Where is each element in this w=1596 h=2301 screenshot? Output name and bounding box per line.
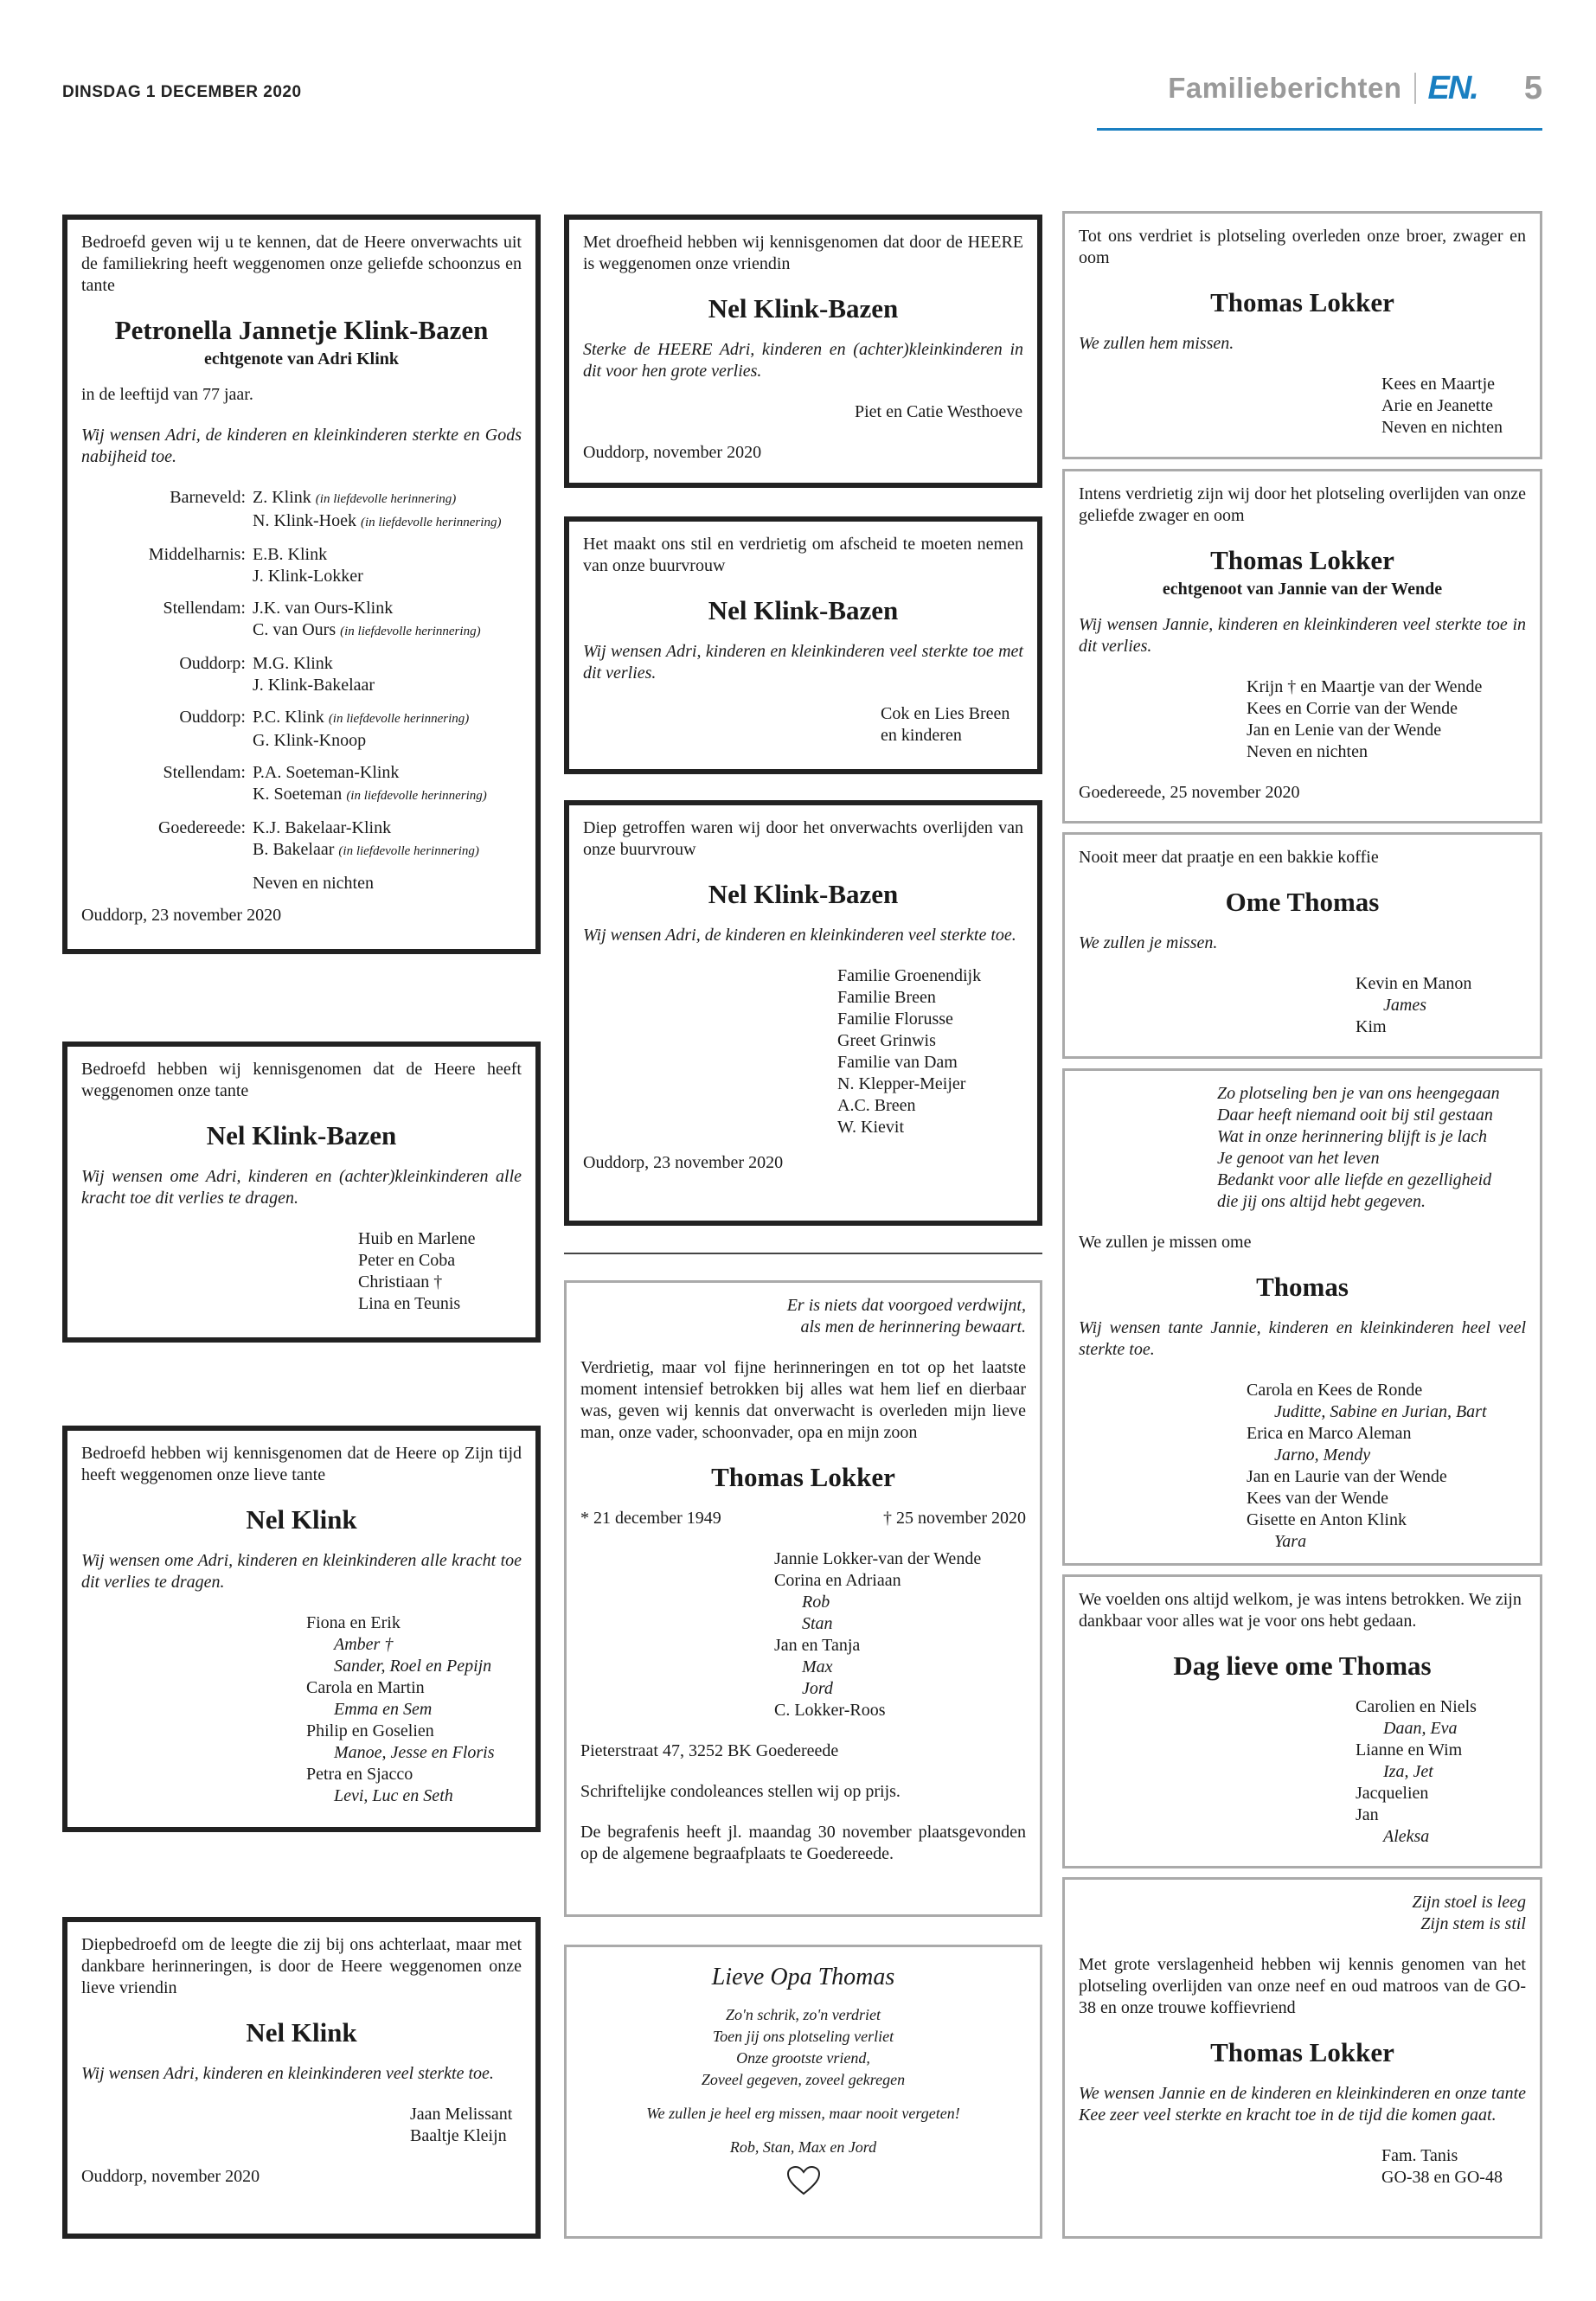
ad-intro: Het maakt ons stil en verdrietig om afscheid te moeten nemen van onze buurvrouw: [583, 535, 1023, 575]
ad-footer: Ouddorp, november 2020: [81, 2167, 260, 2186]
ad-wish: Sterke de HEERE Adri, kinderen en (achter)kleinkinderen in dit voor hen grote verlies.: [583, 340, 1023, 381]
ad-footer: Ouddorp, november 2020: [583, 443, 762, 462]
relative-name: N. Klink-Hoek: [253, 511, 356, 530]
ad-intro: We zullen je missen ome: [1079, 1233, 1252, 1252]
ad-intro: Intens verdrietig zijn wij door het plotseling overlijden van onze geliefde zwager en oom: [1079, 484, 1526, 525]
relative-group: [253, 598, 522, 643]
opening-poem: [580, 1295, 1026, 1338]
signer: Familie Florusse: [837, 1009, 953, 1029]
ad-intro: Bedroefd geven wij u te kennen, dat de Heere onverwachts uit de familiekring heeft weggenomen onze geliefde schoonzus en tante: [81, 233, 522, 295]
family-member: Jannie Lokker-van der Wende: [774, 1549, 982, 1568]
signer: Erica en Marco Aleman: [1247, 1424, 1412, 1443]
ad-wish: Wij wensen Jannie, kinderen en kleinkinderen veel sterkte toe in dit verlies.: [1079, 615, 1526, 656]
relative-group: [253, 544, 522, 587]
signer: Daan, Eva: [1383, 1719, 1458, 1738]
signer: Jan: [1356, 1805, 1379, 1824]
ad-wish: Wij wensen ome Adri, kinderen en kleinkinderen alle kracht toe dit verlies te dragen.: [81, 1551, 522, 1592]
signer: Gisette en Anton Klink: [1247, 1510, 1407, 1529]
deceased-name: Nel Klink-Bazen: [708, 595, 899, 625]
deceased-age: in de leeftijd van 77 jaar.: [81, 385, 253, 404]
poem-line: Er is niets dat voorgoed verdwijnt,: [786, 1296, 1026, 1315]
deceased-subtitle: echtgenote van Adri Klink: [203, 349, 399, 369]
deceased-name: Ome Thomas: [1225, 887, 1380, 917]
relative-name: C. van Ours: [253, 620, 337, 639]
signers: [306, 1612, 522, 1807]
ad-intro: Met droefheid hebben wij kennisgenomen dat door de HEERE is weggenomen onze vriendin: [583, 233, 1023, 273]
signer: Emma en Sem: [334, 1700, 433, 1719]
relative-note: (in liefdevolle herinnering): [340, 625, 481, 638]
relative-name: J.K. van Ours-Klink: [253, 599, 394, 618]
signer: Juditte, Sabine en Jurian, Bart: [1274, 1402, 1487, 1421]
signer: Petra en Sjacco: [306, 1765, 413, 1784]
signer: Peter en Coba: [358, 1251, 456, 1270]
signer: Jan en Laurie van der Wende: [1247, 1467, 1447, 1486]
relative-group: [253, 487, 522, 534]
column-divider: [564, 1253, 1042, 1254]
signer: A.C. Breen: [837, 1096, 916, 1115]
signer: Christiaan †: [358, 1272, 443, 1292]
signer: Iza, Jet: [1383, 1762, 1433, 1781]
relative-note: (in liefdevolle herinnering): [315, 492, 457, 506]
signer: Arie en Jeanette: [1381, 396, 1493, 415]
page-date: DINSDAG 1 DECEMBER 2020: [62, 83, 302, 101]
signer: Greet Grinwis: [837, 1031, 936, 1050]
ad-intro: Met grote verslagenheid hebben wij kennis genomen van het plotseling overlijden van onze neef en oud matroos van de GO-38 en onze trouwe koffievriend: [1079, 1955, 1526, 2017]
signer: Kees en Corrie van der Wende: [1247, 699, 1458, 718]
relative-name: K.J. Bakelaar-Klink: [253, 818, 392, 837]
signer: W. Kievit: [837, 1118, 905, 1137]
poem-line: als men de herinnering bewaart.: [800, 1317, 1026, 1336]
address: Pieterstraat 47, 3252 BK Goedereede: [580, 1741, 839, 1760]
ad-intro: Bedroefd hebben wij kennisgenomen dat de Heere heeft weggenomen onze tante: [81, 1060, 522, 1100]
ad-intro: Diepbedroefd om de leegte die zij bij ons achterlaat, maar met dankbare herinneringen, is door de Heere weggenomen onze lieve vriendin: [81, 1935, 522, 1997]
family-list: [774, 1548, 1026, 1721]
relative-place: Ouddorp:: [179, 708, 246, 727]
ad-footer: Goedereede, 25 november 2020: [1079, 783, 1300, 802]
signer: Kevin en Manon: [1356, 974, 1472, 993]
family-member: Jan en Tanja: [774, 1636, 861, 1655]
farewell-dag-lieve-ome-thomas: [1062, 1574, 1542, 1868]
signer: N. Klepper-Meijer: [837, 1074, 966, 1093]
farewell-title: Dag lieve ome Thomas: [1173, 1650, 1432, 1681]
family-member: Stan: [802, 1614, 833, 1633]
signer: Neven en nichten: [1381, 418, 1503, 437]
signer: Carola en Martin: [306, 1678, 425, 1697]
relative-note: (in liefdevolle herinnering): [346, 789, 487, 803]
signer: Neven en nichten: [1247, 742, 1368, 761]
obituary-ome-thomas: [1062, 832, 1542, 1059]
relative-name: B. Bakelaar: [253, 840, 335, 859]
relatives-list: [81, 487, 522, 894]
signer: Carola en Kees de Ronde: [1247, 1381, 1423, 1400]
ad-wish: We zullen je missen.: [1079, 933, 1218, 952]
relative-name: Z. Klink: [253, 488, 311, 507]
relative-name: E.B. Klink: [253, 545, 328, 564]
signer: Familie Groenendijk: [837, 966, 982, 985]
relative-note: (in liefdevolle herinnering): [360, 516, 502, 529]
signers: [358, 1228, 522, 1315]
signers: [1356, 973, 1526, 1038]
obituary-thomas-lokker-tanis: [1062, 1877, 1542, 2239]
signer: Manoe, Jesse en Floris: [334, 1743, 495, 1762]
ad-wish: We wensen Jannie en de kinderen en kleinkinderen en onze tante Kee zeer veel sterkte en kracht toe in de tijd die komen gaat.: [1079, 2084, 1526, 2125]
ad-intro: Diep getroffen waren wij door het onverwachts overlijden van onze buurvrouw: [583, 818, 1023, 859]
signer: Philip en Goselien: [306, 1721, 434, 1740]
poem-line: Zijn stem is stil: [1420, 1914, 1526, 1933]
poem-line: Toen jij ons plotseling verliet: [712, 2028, 894, 2045]
deceased-subtitle: echtgenoot van Jannie van der Wende: [1162, 580, 1443, 599]
relative-note: (in liefdevolle herinnering): [328, 712, 470, 726]
signer: Piet en Catie Westhoeve: [855, 402, 1023, 421]
relative-group: [253, 762, 522, 807]
relative-name: K. Soeteman: [253, 785, 343, 804]
signers: [410, 2104, 522, 2147]
poem-line: Daar heeft niemand ooit bij stil gestaan: [1217, 1106, 1493, 1125]
relative-place: Stellendam:: [163, 763, 246, 782]
condolence-note: Schriftelijke condoleances stellen wij op prijs.: [580, 1782, 901, 1801]
memorial-poem: [580, 2004, 1026, 2091]
signers: [1381, 374, 1526, 439]
relative-name: P.C. Klink: [253, 708, 324, 727]
ad-intro: We voelden ons altijd welkom, je was intens betrokken. We zijn dankbaar voor alles wat je voor ons hebt gedaan.: [1079, 1590, 1522, 1631]
poem-line: Zo'n schrik, zo'n verdriet: [725, 2006, 881, 2023]
signer: Levi, Luc en Seth: [334, 1786, 453, 1805]
poem-line: Je genoot van het leven: [1217, 1149, 1380, 1168]
family-member: Max: [802, 1657, 833, 1676]
signer: Carolien en Niels: [1356, 1697, 1477, 1716]
ad-footer: Ouddorp, 23 november 2020: [81, 906, 282, 925]
obituary-thomas-lokker-family: [564, 1280, 1042, 1917]
deceased-name: Thomas Lokker: [1210, 2037, 1394, 2067]
signer: Krijn † en Maartje van der Wende: [1247, 677, 1483, 696]
signer: Fam. Tanis: [1381, 2146, 1458, 2165]
relative-place: Goedereede:: [157, 818, 246, 837]
ad-wish: Wij wensen ome Adri, kinderen en (achter)kleinkinderen alle kracht toe dit verlies te dragen.: [81, 1167, 522, 1208]
signers: [881, 703, 1023, 747]
poem-line: Onze grootste vriend,: [736, 2049, 870, 2067]
signer: Amber †: [334, 1635, 394, 1654]
relative-name: J. Klink-Bakelaar: [253, 676, 375, 695]
ad-wish: Wij wensen Adri, de kinderen en kleinkinderen veel sterkte toe.: [583, 926, 1016, 945]
signer: Familie Breen: [837, 988, 936, 1007]
signer: Kees en Maartje: [1381, 375, 1496, 394]
signer: Huib en Marlene: [358, 1229, 476, 1248]
deceased-name: Thomas: [1256, 1272, 1349, 1302]
deceased-name: Nel Klink-Bazen: [708, 293, 899, 324]
relative-place: Barneveld:: [170, 488, 246, 507]
ad-intro: Verdrietig, maar vol fijne herinneringen en tot op het laatste moment intensief betrokken bij alles wat hem lief en dierbaar was, geven wij kennis dat onverwacht is overleden mijn lieve man, onze vader, schoonvader, opa en mijn zoon: [580, 1358, 1026, 1442]
family-member: Corina en Adriaan: [774, 1571, 901, 1590]
signers: [837, 965, 1023, 1138]
signer: Jacquelien: [1356, 1784, 1429, 1803]
heart-icon: [786, 2165, 821, 2196]
signer: Familie van Dam: [837, 1053, 958, 1072]
life-dates: [580, 1508, 1026, 1529]
deceased-name: Thomas Lokker: [1210, 545, 1394, 575]
deceased-name: Nel Klink: [246, 2017, 357, 2048]
ad-wish: Wij wensen Adri, kinderen en kleinkinderen veel sterkte toe met dit verlies.: [583, 642, 1023, 683]
relative-name: M.G. Klink: [253, 654, 333, 673]
poem-line: Wat in onze herinnering blijft is je lach: [1217, 1127, 1488, 1146]
obituary-nel-klink-bazen-breen: [564, 516, 1042, 774]
signer: Lina en Teunis: [358, 1294, 461, 1313]
signer: en kinderen: [881, 726, 962, 745]
ad-intro: Bedroefd hebben wij kennisgenomen dat de Heere op Zijn tijd heeft weggenomen onze lieve tante: [81, 1444, 522, 1484]
signer: Jaan Melissant: [410, 2105, 513, 2124]
family-member: Rob: [802, 1593, 830, 1612]
deceased-name: Petronella Jannetje Klink-Bazen: [114, 315, 489, 345]
header-accent-line: [1097, 128, 1542, 131]
poem-line: Zo plotseling ben je van ons heengegaan: [1217, 1084, 1500, 1103]
memorial-title: Lieve Opa Thomas: [711, 1964, 895, 1990]
poem-line: Zoveel gegeven, zoveel gekregen: [701, 2071, 906, 2088]
relative-note: (in liefdevolle herinnering): [338, 844, 479, 858]
relative-group: [253, 817, 522, 862]
poem-line: Zijn stoel is leeg: [1412, 1893, 1526, 1912]
signer: Fiona en Erik: [306, 1613, 401, 1632]
birth-date: * 21 december 1949: [580, 1509, 721, 1528]
signers: [1356, 1696, 1526, 1848]
signer: Cok en Lies Breen: [881, 704, 1010, 723]
poem-line: die jij ons altijd hebt gegeven.: [1217, 1192, 1426, 1211]
relative-place: Ouddorp:: [179, 654, 246, 673]
relative-place: Stellendam:: [163, 599, 246, 618]
signer: James: [1383, 996, 1426, 1015]
deceased-name: Thomas Lokker: [1210, 287, 1394, 317]
signer: Kim: [1356, 1017, 1387, 1036]
obituary-nel-klink-bazen-neighbours: [564, 800, 1042, 1226]
ad-intro: Nooit meer dat praatje en een bakkie koffie: [1079, 848, 1379, 867]
header-divider: [1414, 73, 1416, 104]
signers: [1247, 1380, 1526, 1553]
obituary-nel-klink-friends: [62, 1917, 541, 2239]
ad-wish: Wij wensen tante Jannie, kinderen en kleinkinderen heel veel sterkte toe.: [1079, 1318, 1526, 1359]
signer: Yara: [1274, 1532, 1307, 1551]
funeral-note: De begrafenis heeft jl. maandag 30 november plaatsgevonden op de algemene begraafplaats te Goedereede.: [580, 1823, 1026, 1863]
obituary-petronella-klink-bazen: [62, 215, 541, 954]
relative-name: P.A. Soeteman-Klink: [253, 763, 400, 782]
signer: Sander, Roel en Pepijn: [334, 1657, 492, 1676]
poem-line: Bedankt voor alle liefde en gezelligheid: [1217, 1170, 1492, 1189]
relative-group: [253, 653, 522, 696]
deceased-name: Nel Klink: [246, 1504, 357, 1535]
signer: Lianne en Wim: [1356, 1740, 1463, 1759]
obituary-thomas-lokker-siblings: [1062, 211, 1542, 459]
signers: [1247, 676, 1526, 763]
relative-name: J. Klink-Lokker: [253, 567, 363, 586]
ad-wish: Wij wensen Adri, de kinderen en kleinkinderen sterkte en Gods nabijheid toe.: [81, 426, 522, 466]
signer: GO-38 en GO-48: [1381, 2168, 1503, 2187]
ad-footer: Ouddorp, 23 november 2020: [583, 1153, 784, 1172]
section-title: Familieberichten: [1168, 72, 1402, 104]
nephews-line: Neven en nichten: [253, 874, 374, 893]
obituary-thomas-nieces: [1062, 1068, 1542, 1566]
ad-intro: Tot ons verdriet is plotseling overleden onze broer, zwager en oom: [1079, 227, 1526, 267]
signer: Aleksa: [1383, 1827, 1430, 1846]
newspaper-logo: EN.: [1427, 69, 1477, 106]
page-number: 5: [1523, 69, 1542, 106]
signer: Jan en Lenie van der Wende: [1247, 721, 1442, 740]
opening-poem: [1217, 1083, 1526, 1213]
obituary-thomas-lokker-in-laws: [1062, 469, 1542, 824]
family-member: C. Lokker-Roos: [774, 1701, 886, 1720]
ad-wish: Wij wensen Adri, kinderen en kleinkinderen veel sterkte toe.: [81, 2064, 494, 2083]
deceased-name: Nel Klink-Bazen: [708, 879, 899, 909]
memorial-lieve-opa-thomas: [564, 1945, 1042, 2239]
family-member: Jord: [802, 1679, 833, 1698]
memorial-closing: We zullen je heel erg missen, maar nooit vergeten!: [646, 2105, 960, 2122]
relative-name: G. Klink-Knoop: [253, 731, 367, 750]
signer: Kees van der Wende: [1247, 1489, 1389, 1508]
signers: [855, 401, 1023, 423]
page-header: [1168, 67, 1542, 109]
signer: Baaltje Kleijn: [410, 2126, 507, 2145]
death-date: † 25 november 2020: [883, 1509, 1026, 1528]
obituary-nel-klink-family: [62, 1426, 541, 1832]
memorial-signers: Rob, Stan, Max en Jord: [729, 2138, 877, 2156]
ad-wish: We zullen hem missen.: [1079, 334, 1234, 353]
deceased-name: Nel Klink-Bazen: [206, 1120, 397, 1150]
obituary-nel-klink-bazen-westhoeve: [564, 215, 1042, 488]
relative-place: Middelharnis:: [148, 545, 246, 564]
relative-group: [253, 707, 522, 752]
obituary-nel-klink-bazen-nephews: [62, 1042, 541, 1343]
opening-poem: [1079, 1892, 1526, 1935]
deceased-name: Thomas Lokker: [711, 1462, 895, 1492]
signers: [1381, 2145, 1526, 2189]
signer: Jarno, Mendy: [1274, 1445, 1371, 1465]
